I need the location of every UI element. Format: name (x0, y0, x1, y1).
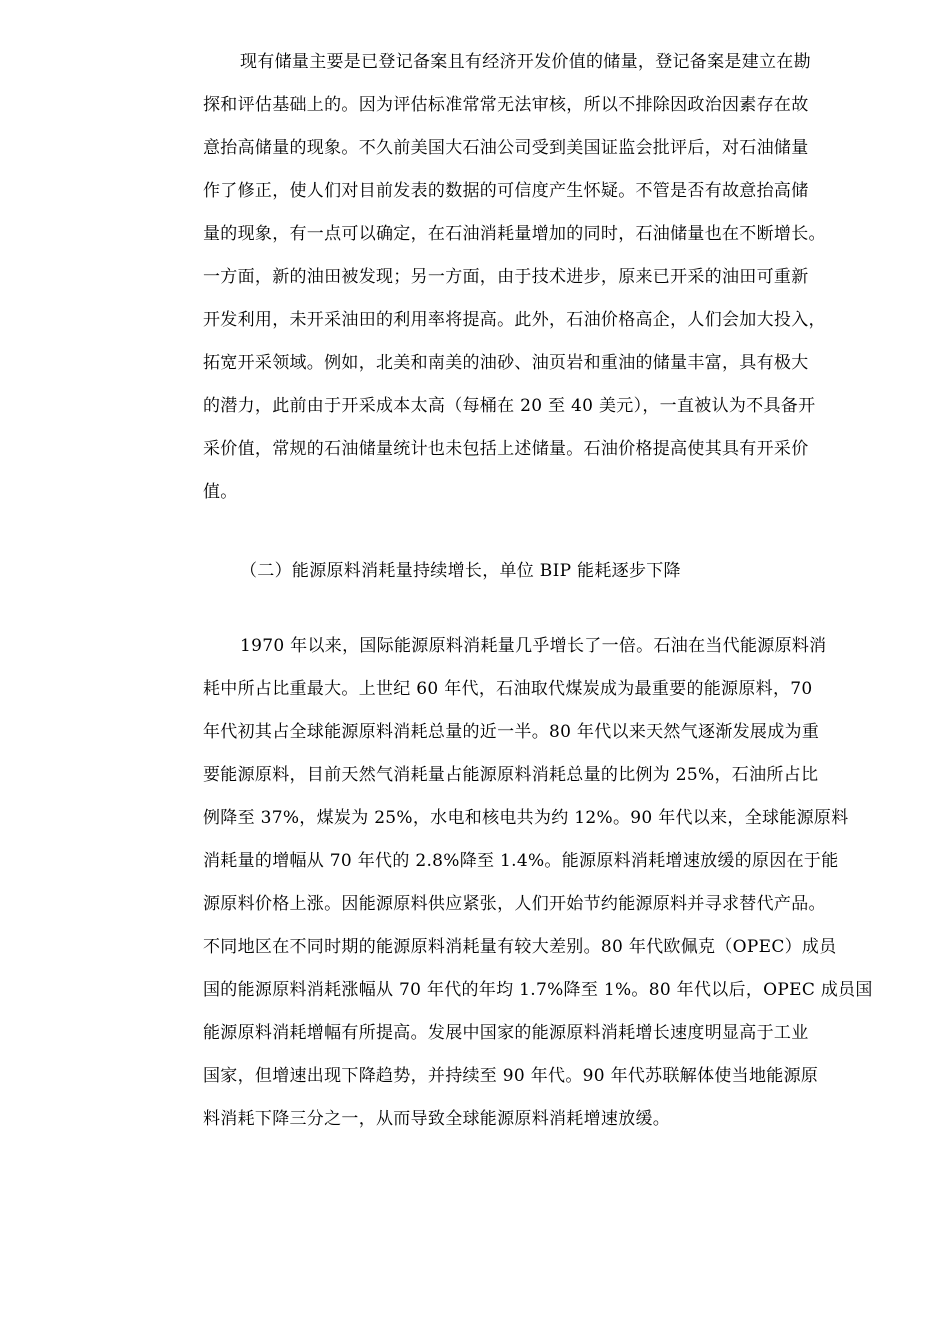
paragraph-energy-consumption (203, 625, 893, 1141)
paragraph-line: 消耗量的增幅从 70 年代的 2.8%降至 1.4%。能源原料消耗增速放缓的原因在于能 (203, 851, 839, 871)
section-heading: （二）能源原料消耗量持续增长，单位 BIP 能耗逐步下降 (240, 561, 681, 581)
paragraph-line: 拓宽开采领域。例如，北美和南美的油砂、油页岩和重油的储量丰富，具有极大 (203, 353, 809, 373)
paragraph-line: 开发利用，未开采油田的利用率将提高。此外，石油价格高企，人们会加大投入， (203, 310, 826, 330)
paragraph-line: 能源原料消耗增幅有所提高。发展中国家的能源原料消耗增长速度明显高于工业 (203, 1023, 809, 1043)
paragraph-line: 国家，但增速出现下降趋势，并持续至 90 年代。90 年代苏联解体使当地能源原 (203, 1066, 819, 1086)
paragraph-line: 源原料价格上涨。因能源原料供应紧张，人们开始节约能源原料并寻求替代产品。 (203, 894, 826, 914)
paragraph-line: 探和评估基础上的。因为评估标准常常无法审核，所以不排除因政治因素存在故 (203, 95, 809, 115)
paragraph-line: 耗中所占比重最大。上世纪 60 年代，石油取代煤炭成为最重要的能源原料，70 (203, 679, 813, 699)
paragraph-line: 例降至 37%，煤炭为 25%，水电和核电共为约 12%。90 年代以来，全球能源原料 (203, 808, 849, 828)
paragraph-line: 不同地区在不同时期的能源原料消耗量有较大差别。80 年代欧佩克（OPEC）成员 (203, 937, 837, 957)
paragraph-line: 1970 年以来，国际能源原料消耗量几乎增长了一倍。石油在当代能源原料消 (240, 636, 827, 656)
paragraph-line: 一方面，新的油田被发现；另一方面，由于技术进步，原来已开采的油田可重新 (203, 267, 809, 287)
paragraph-line: 的潜力，此前由于开采成本太高（每桶在 20 至 40 美元），一直被认为不具备开 (203, 396, 816, 416)
paragraph-line: 现有储量主要是已登记备案且有经济开发价值的储量，登记备案是建立在勘 (240, 52, 811, 72)
paragraph-line: 意抬高储量的现象。不久前美国大石油公司受到美国证监会批评后，对石油储量 (203, 138, 809, 158)
paragraph-line: 料消耗下降三分之一，从而导致全球能源原料消耗增速放缓。 (203, 1109, 671, 1129)
paragraph-oil-reserves (203, 41, 893, 514)
paragraph-line: 国的能源原料消耗涨幅从 70 年代的年均 1.7%降至 1%。80 年代以后，OPEC 成员国 (203, 980, 873, 1000)
paragraph-line: 要能源原料，目前天然气消耗量占能源原料消耗总量的比例为 25%，石油所占比 (203, 765, 819, 785)
paragraph-line: 采价值，常规的石油储量统计也未包括上述储量。石油价格提高使其具有开采价 (203, 439, 809, 459)
paragraph-line: 量的现象，有一点可以确定，在石油消耗量增加的同时，石油储量也在不断增长。 (203, 224, 826, 244)
paragraph-line: 值。 (203, 482, 238, 502)
paragraph-line: 作了修正，使人们对目前发表的数据的可信度产生怀疑。不管是否有故意抬高储 (203, 181, 809, 201)
paragraph-line: 年代初其占全球能源原料消耗总量的近一半。80 年代以来天然气逐渐发展成为重 (203, 722, 820, 742)
